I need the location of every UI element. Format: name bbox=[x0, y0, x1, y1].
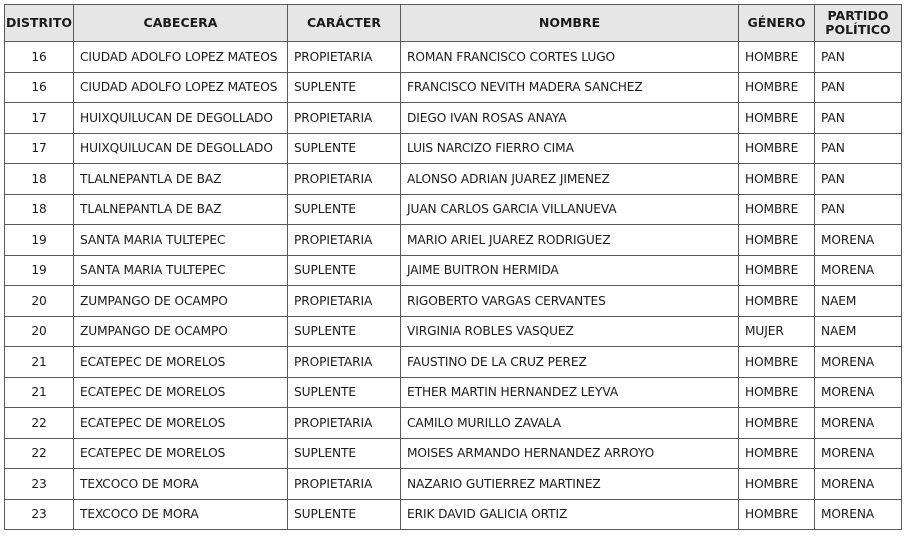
cell-cabecera: TLALNEPANTLA DE BAZ bbox=[74, 194, 288, 225]
cell-partido: PAN bbox=[815, 133, 902, 164]
table-row bbox=[5, 347, 902, 378]
table-row bbox=[5, 255, 902, 286]
cell-cabecera: SANTA MARIA TULTEPEC bbox=[74, 255, 288, 286]
cell-genero: HOMBRE bbox=[739, 72, 815, 103]
cell-cabecera: CIUDAD ADOLFO LOPEZ MATEOS bbox=[74, 72, 288, 103]
cell-nombre: ERIK DAVID GALICIA ORTIZ bbox=[401, 499, 739, 530]
cell-caracter: PROPIETARIA bbox=[288, 164, 401, 195]
cell-distrito: 20 bbox=[5, 316, 74, 347]
cell-partido: MORENA bbox=[815, 499, 902, 530]
header-caracter: CARÁCTER bbox=[288, 5, 401, 42]
cell-caracter: SUPLENTE bbox=[288, 316, 401, 347]
table-row bbox=[5, 72, 902, 103]
cell-nombre: CAMILO MURILLO ZAVALA bbox=[401, 408, 739, 439]
cell-partido: PAN bbox=[815, 103, 902, 134]
cell-nombre: MARIO ARIEL JUAREZ RODRIGUEZ bbox=[401, 225, 739, 256]
header-cabecera: CABECERA bbox=[74, 5, 288, 42]
cell-cabecera: TEXCOCO DE MORA bbox=[74, 499, 288, 530]
cell-distrito: 16 bbox=[5, 72, 74, 103]
cell-nombre: RIGOBERTO VARGAS CERVANTES bbox=[401, 286, 739, 317]
cell-genero: MUJER bbox=[739, 316, 815, 347]
table-row bbox=[5, 438, 902, 469]
cell-nombre: NAZARIO GUTIERREZ MARTINEZ bbox=[401, 469, 739, 500]
table-row bbox=[5, 42, 902, 73]
cell-caracter: SUPLENTE bbox=[288, 255, 401, 286]
cell-distrito: 21 bbox=[5, 347, 74, 378]
table-row bbox=[5, 469, 902, 500]
cell-genero: HOMBRE bbox=[739, 438, 815, 469]
cell-distrito: 23 bbox=[5, 469, 74, 500]
table-row bbox=[5, 316, 902, 347]
cell-partido: NAEM bbox=[815, 286, 902, 317]
cell-genero: HOMBRE bbox=[739, 194, 815, 225]
cell-partido: NAEM bbox=[815, 316, 902, 347]
cell-genero: HOMBRE bbox=[739, 103, 815, 134]
table-row bbox=[5, 408, 902, 439]
cell-caracter: PROPIETARIA bbox=[288, 286, 401, 317]
cell-nombre: ROMAN FRANCISCO CORTES LUGO bbox=[401, 42, 739, 73]
table-row bbox=[5, 225, 902, 256]
cell-distrito: 18 bbox=[5, 164, 74, 195]
cell-cabecera: ZUMPANGO DE OCAMPO bbox=[74, 286, 288, 317]
cell-caracter: PROPIETARIA bbox=[288, 347, 401, 378]
cell-partido: MORENA bbox=[815, 408, 902, 439]
cell-genero: HOMBRE bbox=[739, 225, 815, 256]
table-row bbox=[5, 103, 902, 134]
header-distrito: DISTRITO bbox=[5, 5, 74, 42]
cell-caracter: PROPIETARIA bbox=[288, 42, 401, 73]
header-partido-line1: PARTIDO bbox=[827, 8, 889, 23]
header-partido-line2: POLÍTICO bbox=[825, 22, 891, 37]
cell-distrito: 18 bbox=[5, 194, 74, 225]
cell-cabecera: ZUMPANGO DE OCAMPO bbox=[74, 316, 288, 347]
cell-partido: MORENA bbox=[815, 225, 902, 256]
cell-partido: MORENA bbox=[815, 377, 902, 408]
cell-cabecera: ECATEPEC DE MORELOS bbox=[74, 408, 288, 439]
cell-genero: HOMBRE bbox=[739, 255, 815, 286]
candidates-table bbox=[4, 4, 902, 530]
cell-genero: HOMBRE bbox=[739, 347, 815, 378]
cell-genero: HOMBRE bbox=[739, 408, 815, 439]
cell-caracter: SUPLENTE bbox=[288, 499, 401, 530]
cell-nombre: ALONSO ADRIAN JUAREZ JIMENEZ bbox=[401, 164, 739, 195]
header-partido bbox=[815, 5, 902, 42]
table-row bbox=[5, 286, 902, 317]
table-row bbox=[5, 164, 902, 195]
cell-nombre: JUAN CARLOS GARCIA VILLANUEVA bbox=[401, 194, 739, 225]
cell-genero: HOMBRE bbox=[739, 133, 815, 164]
cell-cabecera: TLALNEPANTLA DE BAZ bbox=[74, 164, 288, 195]
cell-distrito: 17 bbox=[5, 103, 74, 134]
cell-nombre: JAIME BUITRON HERMIDA bbox=[401, 255, 739, 286]
cell-nombre: DIEGO IVAN ROSAS ANAYA bbox=[401, 103, 739, 134]
cell-distrito: 20 bbox=[5, 286, 74, 317]
cell-caracter: PROPIETARIA bbox=[288, 103, 401, 134]
cell-nombre: ETHER MARTIN HERNANDEZ LEYVA bbox=[401, 377, 739, 408]
cell-genero: HOMBRE bbox=[739, 377, 815, 408]
cell-cabecera: ECATEPEC DE MORELOS bbox=[74, 438, 288, 469]
header-row bbox=[5, 5, 902, 42]
cell-distrito: 23 bbox=[5, 499, 74, 530]
cell-distrito: 21 bbox=[5, 377, 74, 408]
cell-distrito: 22 bbox=[5, 408, 74, 439]
cell-cabecera: HUIXQUILUCAN DE DEGOLLADO bbox=[74, 133, 288, 164]
cell-caracter: PROPIETARIA bbox=[288, 225, 401, 256]
cell-partido: PAN bbox=[815, 194, 902, 225]
cell-caracter: PROPIETARIA bbox=[288, 408, 401, 439]
cell-cabecera: TEXCOCO DE MORA bbox=[74, 469, 288, 500]
cell-nombre: VIRGINIA ROBLES VASQUEZ bbox=[401, 316, 739, 347]
cell-genero: HOMBRE bbox=[739, 42, 815, 73]
cell-cabecera: CIUDAD ADOLFO LOPEZ MATEOS bbox=[74, 42, 288, 73]
cell-partido: MORENA bbox=[815, 347, 902, 378]
cell-nombre: LUIS NARCIZO FIERRO CIMA bbox=[401, 133, 739, 164]
cell-caracter: SUPLENTE bbox=[288, 72, 401, 103]
candidates-table-container bbox=[4, 4, 902, 530]
cell-partido: MORENA bbox=[815, 469, 902, 500]
cell-cabecera: HUIXQUILUCAN DE DEGOLLADO bbox=[74, 103, 288, 134]
cell-genero: HOMBRE bbox=[739, 499, 815, 530]
cell-distrito: 16 bbox=[5, 42, 74, 73]
cell-genero: HOMBRE bbox=[739, 469, 815, 500]
table-body bbox=[5, 42, 902, 530]
cell-partido: PAN bbox=[815, 72, 902, 103]
cell-caracter: PROPIETARIA bbox=[288, 469, 401, 500]
table-row bbox=[5, 133, 902, 164]
cell-nombre: FRANCISCO NEVITH MADERA SANCHEZ bbox=[401, 72, 739, 103]
cell-distrito: 19 bbox=[5, 255, 74, 286]
cell-caracter: SUPLENTE bbox=[288, 194, 401, 225]
table-row bbox=[5, 194, 902, 225]
cell-cabecera: SANTA MARIA TULTEPEC bbox=[74, 225, 288, 256]
cell-cabecera: ECATEPEC DE MORELOS bbox=[74, 377, 288, 408]
table-header bbox=[5, 5, 902, 42]
cell-distrito: 22 bbox=[5, 438, 74, 469]
cell-distrito: 17 bbox=[5, 133, 74, 164]
cell-cabecera: ECATEPEC DE MORELOS bbox=[74, 347, 288, 378]
table-row bbox=[5, 377, 902, 408]
cell-caracter: SUPLENTE bbox=[288, 438, 401, 469]
cell-genero: HOMBRE bbox=[739, 164, 815, 195]
cell-partido: PAN bbox=[815, 164, 902, 195]
cell-distrito: 19 bbox=[5, 225, 74, 256]
cell-partido: MORENA bbox=[815, 438, 902, 469]
cell-nombre: MOISES ARMANDO HERNANDEZ ARROYO bbox=[401, 438, 739, 469]
cell-caracter: SUPLENTE bbox=[288, 133, 401, 164]
header-genero: GÉNERO bbox=[739, 5, 815, 42]
cell-caracter: SUPLENTE bbox=[288, 377, 401, 408]
header-nombre: NOMBRE bbox=[401, 5, 739, 42]
cell-genero: HOMBRE bbox=[739, 286, 815, 317]
cell-partido: MORENA bbox=[815, 255, 902, 286]
table-row bbox=[5, 499, 902, 530]
cell-nombre: FAUSTINO DE LA CRUZ PEREZ bbox=[401, 347, 739, 378]
cell-partido: PAN bbox=[815, 42, 902, 73]
